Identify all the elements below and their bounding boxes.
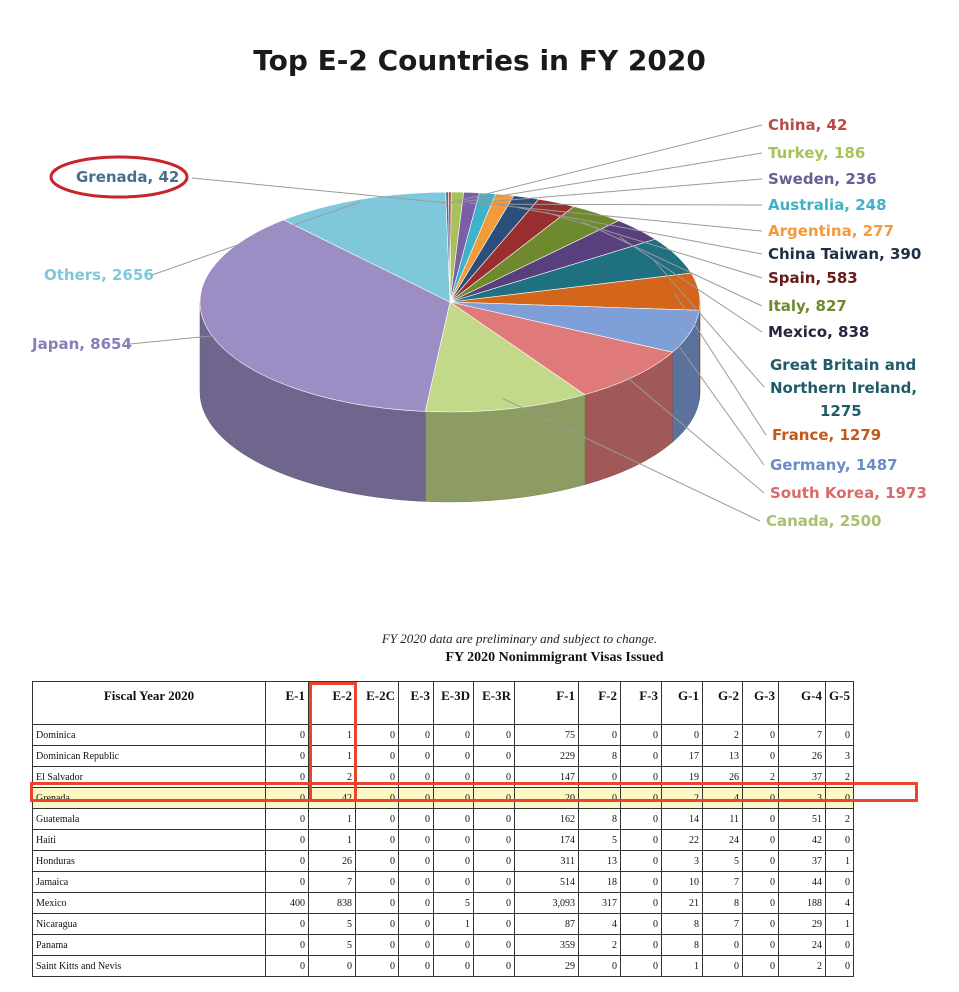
table-row [33, 914, 854, 935]
row-value-cell: 0 [399, 725, 434, 746]
row-value-cell: 0 [356, 872, 399, 893]
row-country-cell: Saint Kitts and Nevis [33, 956, 266, 977]
row-value-cell: 0 [621, 956, 662, 977]
row-value-cell: 51 [779, 809, 826, 830]
row-value-cell: 0 [743, 935, 779, 956]
leader-line-grenada [192, 178, 447, 203]
table-title: FY 2020 Nonimmigrant Visas Issued [445, 650, 664, 665]
slice-label-grenada: Grenada, 42 [76, 168, 180, 186]
row-country-cell: Panama [33, 935, 266, 956]
row-value-cell: 2 [743, 767, 779, 788]
header-g3: G-3 [743, 682, 779, 725]
header-g4: G-4 [779, 682, 826, 725]
row-value-cell: 0 [266, 935, 309, 956]
row-value-cell: 0 [743, 830, 779, 851]
row-value-cell: 26 [703, 767, 743, 788]
row-value-cell: 87 [515, 914, 579, 935]
row-value-cell: 0 [266, 746, 309, 767]
row-value-cell: 0 [356, 767, 399, 788]
row-value-cell: 0 [399, 914, 434, 935]
row-value-cell: 0 [621, 830, 662, 851]
row-value-cell: 0 [474, 788, 515, 809]
row-value-cell: 44 [779, 872, 826, 893]
row-value-cell: 5 [309, 914, 356, 935]
row-value-cell: 7 [309, 872, 356, 893]
row-country-cell: Jamaica [33, 872, 266, 893]
header-e2c: E-2C [356, 682, 399, 725]
slice-label-china: China, 42 [768, 116, 848, 134]
slice-label-great-britain-line1: Great Britain and [770, 356, 917, 374]
row-value-cell: 0 [743, 851, 779, 872]
row-value-cell: 7 [703, 872, 743, 893]
grenada-row-highlight [30, 782, 918, 802]
header-fiscal-year: Fiscal Year 2020 [33, 682, 266, 725]
table-header-row [33, 682, 854, 725]
slice-label-turkey: Turkey, 186 [768, 144, 866, 162]
row-value-cell: 359 [515, 935, 579, 956]
row-value-cell: 0 [434, 830, 474, 851]
row-country-cell: Dominica [33, 725, 266, 746]
row-value-cell: 0 [621, 746, 662, 767]
table-row [33, 935, 854, 956]
row-value-cell: 0 [434, 767, 474, 788]
row-value-cell: 0 [434, 935, 474, 956]
row-value-cell: 0 [434, 956, 474, 977]
e2-column-highlight [309, 682, 357, 802]
slice-label-sweden: Sweden, 236 [768, 170, 877, 188]
row-value-cell: 1 [309, 725, 356, 746]
row-value-cell: 514 [515, 872, 579, 893]
table-note: FY 2020 data are preliminary and subject to change. [381, 631, 658, 646]
row-value-cell: 174 [515, 830, 579, 851]
row-value-cell: 0 [474, 893, 515, 914]
row-value-cell: 838 [309, 893, 356, 914]
row-value-cell: 1 [309, 746, 356, 767]
row-value-cell: 29 [779, 914, 826, 935]
row-value-cell: 0 [434, 746, 474, 767]
row-value-cell: 2 [309, 767, 356, 788]
row-value-cell: 3 [779, 788, 826, 809]
row-country-cell: Guatemala [33, 809, 266, 830]
row-value-cell: 0 [399, 830, 434, 851]
row-value-cell: 0 [309, 956, 356, 977]
row-value-cell: 0 [434, 788, 474, 809]
header-e3r: E-3R [474, 682, 515, 725]
row-value-cell: 37 [779, 767, 826, 788]
row-value-cell: 3 [826, 746, 854, 767]
header-g2: G-2 [703, 682, 743, 725]
row-value-cell: 8 [662, 914, 703, 935]
slice-label-great-britain-line3: 1275 [820, 402, 862, 420]
row-value-cell: 311 [515, 851, 579, 872]
row-value-cell: 10 [662, 872, 703, 893]
row-value-cell: 317 [579, 893, 621, 914]
row-value-cell: 0 [474, 872, 515, 893]
header-f3: F-3 [621, 682, 662, 725]
row-value-cell: 17 [662, 746, 703, 767]
row-value-cell: 13 [579, 851, 621, 872]
row-value-cell: 0 [621, 725, 662, 746]
table-row [33, 893, 854, 914]
row-value-cell: 24 [779, 935, 826, 956]
slice-label-china-taiwan: China Taiwan, 390 [768, 245, 922, 263]
row-value-cell: 0 [266, 788, 309, 809]
row-value-cell: 37 [779, 851, 826, 872]
row-value-cell: 0 [621, 788, 662, 809]
row-value-cell: 0 [356, 956, 399, 977]
row-value-cell: 8 [662, 935, 703, 956]
row-value-cell: 0 [356, 746, 399, 767]
row-value-cell: 75 [515, 725, 579, 746]
table-row [33, 956, 854, 977]
row-value-cell: 147 [515, 767, 579, 788]
row-value-cell: 42 [309, 788, 356, 809]
row-value-cell: 21 [662, 893, 703, 914]
table-row [33, 725, 854, 746]
row-value-cell: 5 [579, 830, 621, 851]
row-value-cell: 13 [703, 746, 743, 767]
row-value-cell: 0 [579, 788, 621, 809]
row-value-cell: 0 [474, 746, 515, 767]
row-value-cell: 0 [399, 746, 434, 767]
row-value-cell: 0 [399, 767, 434, 788]
row-value-cell: 0 [621, 851, 662, 872]
row-value-cell: 400 [266, 893, 309, 914]
row-value-cell: 0 [474, 830, 515, 851]
row-value-cell: 0 [266, 956, 309, 977]
row-value-cell: 0 [826, 788, 854, 809]
row-value-cell: 0 [399, 809, 434, 830]
row-value-cell: 0 [662, 725, 703, 746]
row-value-cell: 0 [621, 809, 662, 830]
row-value-cell: 0 [826, 935, 854, 956]
row-value-cell: 0 [826, 830, 854, 851]
row-value-cell: 0 [399, 956, 434, 977]
row-value-cell: 14 [662, 809, 703, 830]
row-value-cell: 2 [826, 809, 854, 830]
row-value-cell: 0 [474, 767, 515, 788]
row-value-cell: 0 [356, 893, 399, 914]
slice-label-great-britain-line2: Northern Ireland, [770, 379, 918, 397]
row-value-cell: 0 [579, 956, 621, 977]
row-value-cell: 2 [703, 725, 743, 746]
row-value-cell: 0 [399, 872, 434, 893]
row-value-cell: 22 [662, 830, 703, 851]
row-value-cell: 0 [434, 872, 474, 893]
row-value-cell: 2 [662, 788, 703, 809]
row-value-cell: 20 [515, 788, 579, 809]
row-value-cell: 0 [743, 788, 779, 809]
slice-label-south-korea: South Korea, 1973 [770, 484, 927, 502]
slice-label-canada: Canada, 2500 [766, 512, 882, 530]
row-value-cell: 1 [826, 851, 854, 872]
row-value-cell: 0 [356, 830, 399, 851]
row-value-cell: 7 [779, 725, 826, 746]
row-country-cell: Honduras [33, 851, 266, 872]
row-value-cell: 0 [356, 809, 399, 830]
row-value-cell: 0 [743, 746, 779, 767]
row-country-cell: Grenada [33, 788, 266, 809]
slice-label-japan: Japan, 8654 [32, 335, 132, 353]
row-value-cell: 2 [779, 956, 826, 977]
table-row [33, 872, 854, 893]
leader-line-turkey [457, 153, 762, 203]
row-value-cell: 0 [703, 935, 743, 956]
row-value-cell: 0 [266, 767, 309, 788]
row-value-cell: 8 [703, 893, 743, 914]
header-e2: E-2 [309, 682, 356, 725]
row-value-cell: 229 [515, 746, 579, 767]
row-value-cell: 0 [356, 725, 399, 746]
row-value-cell: 0 [399, 893, 434, 914]
row-value-cell: 0 [399, 851, 434, 872]
header-e3d: E-3D [434, 682, 474, 725]
row-value-cell: 1 [662, 956, 703, 977]
row-value-cell: 0 [621, 935, 662, 956]
slice-label-mexico: Mexico, 838 [768, 323, 870, 341]
row-value-cell: 0 [434, 725, 474, 746]
row-value-cell: 0 [399, 935, 434, 956]
visa-table [32, 681, 854, 977]
row-value-cell: 0 [826, 956, 854, 977]
slice-label-argentina: Argentina, 277 [768, 222, 894, 240]
row-value-cell: 0 [621, 872, 662, 893]
row-country-cell: Nicaragua [33, 914, 266, 935]
row-value-cell: 0 [434, 851, 474, 872]
row-value-cell: 0 [579, 767, 621, 788]
row-value-cell: 2 [826, 767, 854, 788]
row-value-cell: 0 [266, 725, 309, 746]
row-value-cell: 2 [579, 935, 621, 956]
chart-title: Top E-2 Countries in FY 2020 [253, 44, 706, 77]
row-value-cell: 5 [703, 851, 743, 872]
row-value-cell: 1 [309, 809, 356, 830]
row-value-cell: 0 [474, 809, 515, 830]
row-value-cell: 0 [474, 725, 515, 746]
row-value-cell: 0 [826, 725, 854, 746]
row-value-cell: 0 [743, 956, 779, 977]
table-row [33, 809, 854, 830]
slice-label-australia: Australia, 248 [768, 196, 887, 214]
row-country-cell: Mexico [33, 893, 266, 914]
row-value-cell: 0 [474, 935, 515, 956]
row-value-cell: 0 [621, 893, 662, 914]
row-value-cell: 0 [621, 914, 662, 935]
row-value-cell: 5 [309, 935, 356, 956]
row-value-cell: 0 [266, 851, 309, 872]
header-e1: E-1 [266, 682, 309, 725]
leader-line-sweden [469, 179, 762, 203]
row-country-cell: Haiti [33, 830, 266, 851]
header-g1: G-1 [662, 682, 703, 725]
row-value-cell: 0 [356, 851, 399, 872]
row-value-cell: 8 [579, 809, 621, 830]
row-value-cell: 0 [743, 872, 779, 893]
slice-label-germany: Germany, 1487 [770, 456, 898, 474]
slice-label-others: Others, 2656 [44, 266, 154, 284]
row-value-cell: 1 [826, 914, 854, 935]
row-value-cell: 0 [356, 935, 399, 956]
row-value-cell: 29 [515, 956, 579, 977]
row-value-cell: 0 [621, 767, 662, 788]
row-value-cell: 0 [266, 872, 309, 893]
row-value-cell: 26 [779, 746, 826, 767]
header-e3: E-3 [399, 682, 434, 725]
leader-line-china [450, 125, 762, 203]
row-value-cell: 0 [399, 788, 434, 809]
row-value-cell: 0 [743, 809, 779, 830]
row-country-cell: Dominican Republic [33, 746, 266, 767]
header-g5: G-5 [826, 682, 854, 725]
row-country-cell: El Salvador [33, 767, 266, 788]
row-value-cell: 4 [579, 914, 621, 935]
row-value-cell: 24 [703, 830, 743, 851]
slice-label-spain: Spain, 583 [768, 269, 858, 287]
row-value-cell: 0 [474, 851, 515, 872]
row-value-cell: 0 [474, 914, 515, 935]
header-f1: F-1 [515, 682, 579, 725]
row-value-cell: 0 [579, 725, 621, 746]
row-value-cell: 19 [662, 767, 703, 788]
row-value-cell: 42 [779, 830, 826, 851]
header-f2: F-2 [579, 682, 621, 725]
row-value-cell: 8 [579, 746, 621, 767]
row-value-cell: 0 [743, 914, 779, 935]
row-value-cell: 18 [579, 872, 621, 893]
row-value-cell: 0 [266, 830, 309, 851]
table-row [33, 830, 854, 851]
row-value-cell: 162 [515, 809, 579, 830]
row-value-cell: 4 [826, 893, 854, 914]
row-value-cell: 5 [434, 893, 474, 914]
row-value-cell: 0 [743, 893, 779, 914]
row-value-cell: 188 [779, 893, 826, 914]
row-value-cell: 11 [703, 809, 743, 830]
row-value-cell: 1 [434, 914, 474, 935]
row-value-cell: 0 [743, 725, 779, 746]
row-value-cell: 3 [662, 851, 703, 872]
row-value-cell: 1 [309, 830, 356, 851]
row-value-cell: 0 [356, 788, 399, 809]
table-row [33, 746, 854, 767]
row-value-cell: 7 [703, 914, 743, 935]
table-row [33, 851, 854, 872]
slice-label-france: France, 1279 [772, 426, 882, 444]
row-value-cell: 0 [266, 914, 309, 935]
row-value-cell: 0 [434, 809, 474, 830]
row-value-cell: 0 [826, 872, 854, 893]
row-value-cell: 0 [474, 956, 515, 977]
row-value-cell: 26 [309, 851, 356, 872]
row-value-cell: 4 [703, 788, 743, 809]
row-value-cell: 0 [703, 956, 743, 977]
slice-label-italy: Italy, 827 [768, 297, 847, 315]
row-value-cell: 3,093 [515, 893, 579, 914]
row-value-cell: 0 [266, 809, 309, 830]
row-value-cell: 0 [356, 914, 399, 935]
